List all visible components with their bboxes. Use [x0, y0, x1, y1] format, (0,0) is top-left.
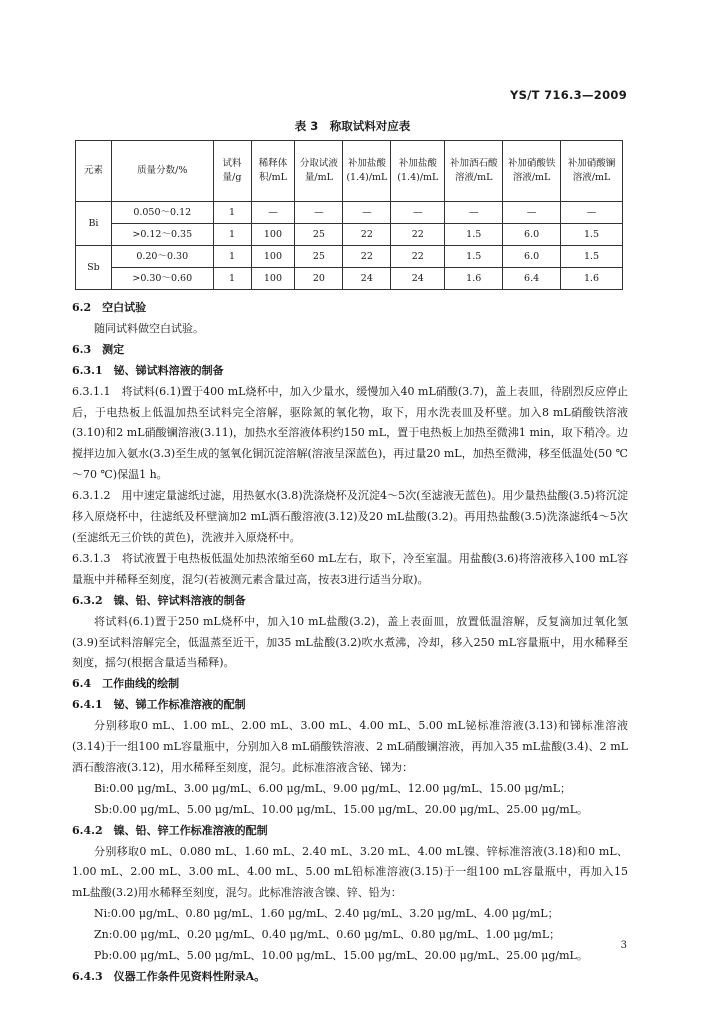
section-heading: 6.2 空白试验 — [72, 301, 147, 314]
cell-range: >0.12～0.35 — [111, 224, 213, 246]
section-heading: 6.4 工作曲线的绘制 — [72, 677, 180, 691]
cell-tartaric: 1.5 — [445, 246, 503, 268]
cell-aliquot: 20 — [295, 268, 343, 290]
table-row — [76, 246, 623, 268]
paragraph: 随同试料做空白试验。 — [94, 321, 204, 335]
cell-mass: 1 — [213, 246, 251, 268]
cell-lanthanum: 1.5 — [561, 246, 623, 268]
cell-element: Sb — [76, 246, 112, 290]
paragraph: 6.3.1.1 将试料(6.1)置于400 mL烧杯中，加入少量水，缓慢加入40 mL硝酸(3.7)，盖上表皿，待剧烈反应停止后，于电热板上低温加热至试料完全溶解，驱除氮的氧化物，取下，用水洗表皿及杯壁。加入8 mL硝酸铁溶液(3.10)和2 mL硝酸镧溶液(3.11)，加热水至溶液体积约150 mL，置于电热板上加热至微沸1 min，取下稍冷。边搅拌边加入氨水(3.3)至生成的氢氧化铜沉淀溶解(溶液呈深蓝色)，再过量20 mL，加热至微沸，移至低温处(50 ℃～70 ℃)保温1 h。 — [72, 384, 628, 482]
cell-aliquot: 25 — [295, 224, 343, 246]
cell-lanthanum: — — [561, 202, 623, 224]
table-title: 表 3 称取试料对应表 — [294, 119, 411, 133]
page-number: 3 — [620, 940, 627, 951]
cell-iron: 6.0 — [503, 224, 561, 246]
cell-hcl-2: 22 — [391, 224, 445, 246]
col-dilution-volume: 稀释体积/mL — [251, 141, 295, 202]
cell-dilution: 100 — [251, 268, 295, 290]
sample-weight-table — [75, 140, 623, 290]
cell-range: 0.20～0.30 — [111, 246, 213, 268]
cell-range: >0.30～0.60 — [111, 268, 213, 290]
concentration-line-ni: Ni:0.00 μg/mL、0.80 μg/mL、1.60 μg/mL、2.40 μg/mL、3.20 μg/mL、4.00 μg/mL； — [94, 907, 559, 921]
cell-dilution: — — [251, 202, 295, 224]
cell-range: 0.050～0.12 — [111, 202, 213, 224]
cell-dilution: 100 — [251, 246, 295, 268]
table-row — [76, 268, 623, 290]
cell-hcl-2: 22 — [391, 246, 445, 268]
table-header-row — [76, 141, 623, 202]
col-sample-mass: 试料量/g — [213, 141, 251, 202]
cell-mass: 1 — [213, 202, 251, 224]
section-heading: 6.4.1 铋、锑工作标准溶液的配制 — [72, 698, 246, 712]
concentration-line-sb: Sb:0.00 μg/mL、5.00 μg/mL、10.00 μg/mL、15.00 μg/mL、20.00 μg/mL、25.00 μg/mL。 — [94, 802, 589, 816]
cell-lanthanum: 1.5 — [561, 224, 623, 246]
paragraph: 将试料(6.1)置于250 mL烧杯中，加入10 mL盐酸(3.2)，盖上表面皿，放置低温溶解，反复滴加过氧化氢(3.9)至试料溶解完全，低温蒸至近干，加35 mL盐酸(3.2)吹水煮沸，冷却，移入250 mL容量瓶中，用水稀释至刻度，摇匀(根据含量适当稀释)。 — [72, 614, 628, 670]
cell-mass: 1 — [213, 268, 251, 290]
col-iron-nitrate: 补加硝酸铁溶液/mL — [503, 141, 561, 202]
cell-dilution: 100 — [251, 224, 295, 246]
concentration-line-bi: Bi:0.00 μg/mL、3.00 μg/mL、6.00 μg/mL、9.00 μg/mL、12.00 μg/mL、15.00 μg/mL； — [94, 781, 572, 795]
cell-hcl-2: — — [391, 202, 445, 224]
col-hcl-2: 补加盐酸(1.4)/mL — [391, 141, 445, 202]
document-body — [72, 298, 628, 988]
cell-hcl-1: 22 — [343, 246, 391, 268]
cell-tartaric: 1.5 — [445, 224, 503, 246]
paragraph: 分别移取0 mL、0.080 mL、1.60 mL、2.40 mL、3.20 mL、4.00 mL镍、锌标准溶液(3.18)和0 mL、1.00 mL、2.00 mL、3.00 mL、4.00 mL、5.00 mL铅标准溶液(3.15)于一组100 mL容量瓶中，再加入15 mL盐酸(3.2)用水稀释至刻度，混匀。此标准溶液含镍、锌、铅为： — [72, 844, 628, 900]
cell-lanthanum: 1.6 — [561, 268, 623, 290]
cell-tartaric: 1.6 — [445, 268, 503, 290]
concentration-line-zn: Zn:0.00 μg/mL、0.20 μg/mL、0.40 μg/mL、0.60 μg/mL、0.80 μg/mL、1.00 μg/mL； — [94, 928, 561, 942]
paragraph: 6.3.1.2 用中速定量滤纸过滤，用热氨水(3.8)洗涤烧杯及沉淀4～5次(至滤液无蓝色)。用少量热盐酸(3.5)将沉淀移入原烧杯中，往滤纸及杯壁滴加2 mL酒石酸溶液(3.12)及20 mL盐酸(3.2)。再用热盐酸(3.5)洗涤滤纸4～5次(至滤纸无三价铁的黄色)，洗液并入原烧杯中。 — [72, 489, 628, 544]
cell-mass: 1 — [213, 224, 251, 246]
col-tartaric-acid: 补加酒石酸溶液/mL — [445, 141, 503, 202]
section-heading: 6.3 测定 — [72, 342, 125, 356]
table-row — [76, 202, 623, 224]
paragraph: 分别移取0 mL、1.00 mL、2.00 mL、3.00 mL、4.00 mL、5.00 mL铋标准溶液(3.13)和锑标准溶液(3.14)于一组100 mL容量瓶中，分别加入8 mL硝酸铁溶液、2 mL硝酸镧溶液，再加入35 mL盐酸(3.4)、2 mL酒石酸溶液(3.12)，用水稀释至刻度，混匀。此标准溶液含铋、锑为： — [72, 719, 628, 774]
col-hcl-1: 补加盐酸(1.4)/mL — [343, 141, 391, 202]
col-lanthanum-nitrate: 补加硝酸镧溶液/mL — [561, 141, 623, 202]
section-heading: 6.4.2 镍、铅、锌工作标准溶液的配制 — [72, 823, 268, 837]
cell-hcl-1: 22 — [343, 224, 391, 246]
cell-iron: — — [503, 202, 561, 224]
cell-element: Bi — [76, 202, 112, 246]
paragraph: 6.3.1.3 将试液置于电热板低温处加热浓缩至60 mL左右，取下，冷至室温。用盐酸(3.6)将溶液移入100 mL容量瓶中并稀释至刻度，混匀(若被测元素含量过高，按表3进行适当分取)。 — [72, 551, 628, 586]
section-heading: 6.4.3 仪器工作条件见资料性附录A。 — [72, 970, 266, 983]
table-row — [76, 224, 623, 246]
cell-aliquot: — — [295, 202, 343, 224]
col-mass-fraction: 质量分数/% — [111, 141, 213, 202]
cell-iron: 6.4 — [503, 268, 561, 290]
cell-hcl-1: 24 — [343, 268, 391, 290]
cell-hcl-1: — — [343, 202, 391, 224]
col-element: 元素 — [76, 141, 112, 202]
section-heading: 6.3.2 镍、铅、锌试料溶液的制备 — [72, 593, 246, 607]
section-heading: 6.3.1 铋、锑试料溶液的制备 — [72, 363, 224, 377]
document-id: YS/T 716.3—2009 — [509, 88, 627, 102]
cell-hcl-2: 24 — [391, 268, 445, 290]
cell-aliquot: 25 — [295, 246, 343, 268]
cell-tartaric: — — [445, 202, 503, 224]
cell-iron: 6.0 — [503, 246, 561, 268]
col-aliquot-volume: 分取试液量/mL — [295, 141, 343, 202]
concentration-line-pb: Pb:0.00 μg/mL、5.00 μg/mL、10.00 μg/mL、15.00 μg/mL、20.00 μg/mL、25.00 μg/mL。 — [94, 949, 588, 963]
